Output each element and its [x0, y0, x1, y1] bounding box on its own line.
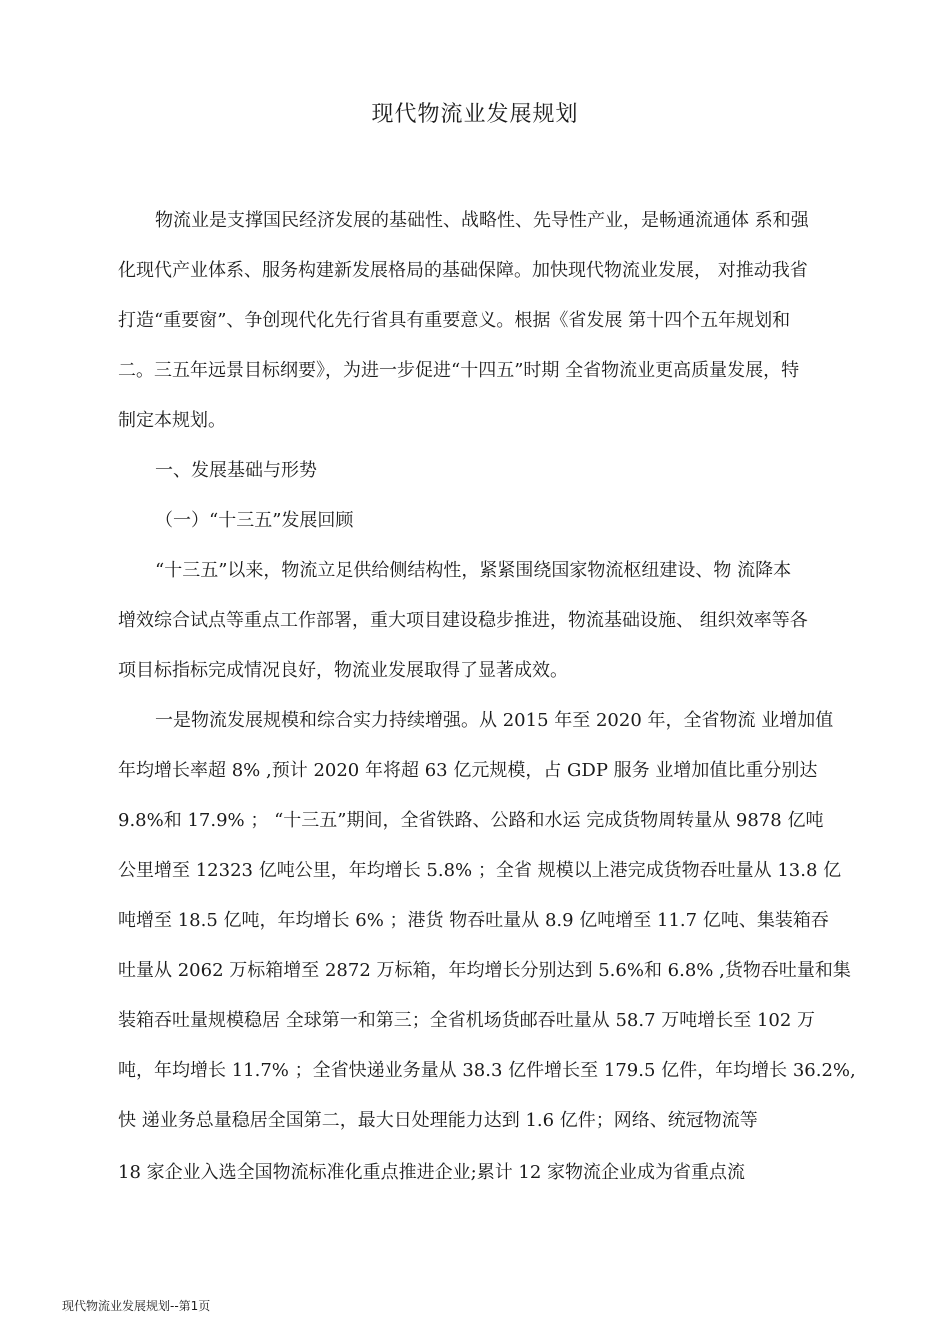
- body-line: 吨增至 18.5 亿吨，年均增长 6% ；港货 物吞吐量从 8.9 亿吨增至 11.7 亿吨、集装箱吞: [118, 910, 829, 931]
- body-line: 快 递业务总量稳居全国第二，最大日处理能力达到 1.6 亿件；网络、统冠物流等: [118, 1110, 758, 1131]
- section-heading: 一、发展基础与形势: [155, 460, 317, 481]
- body-line: 增效综合试点等重点工作部署，重大项目建设稳步推进，物流基础设施、 组织效率等各: [118, 610, 808, 631]
- body-line: 18 家企业入选全国物流标准化重点推进企业;累计 12 家物流企业成为省重点流: [118, 1162, 746, 1183]
- subsection-heading: （一）“十三五”发展回顾: [155, 510, 354, 531]
- body-line: 一是物流发展规模和综合实力持续增强。从 2015 年至 2020 年，全省物流 业增加值: [155, 710, 834, 731]
- body-line: 化现代产业体系、服务构建新发展格局的基础保障。加快现代物流业发展， 对推动我省: [118, 260, 808, 281]
- body-line: 物流业是支撑国民经济发展的基础性、战略性、先导性产业，是畅通流通体 系和强: [155, 210, 809, 231]
- body-line: 吐量从 2062 万标箱增至 2872 万标箱，年均增长分别达到 5.6%和 6.8% ,货物吞吐量和集: [118, 960, 851, 981]
- body-line: 9.8%和 17.9% ； “十三五”期间，全省铁路、公路和水运 完成货物周转量从 9878 亿吨: [118, 810, 824, 831]
- body-line: 项目标指标完成情况良好，物流业发展取得了显著成效。: [118, 660, 568, 681]
- body-line: 打造“重要窗”、争创现代化先行省具有重要意义。根据《省发展 第十四个五年规划和: [118, 310, 791, 331]
- body-line: 制定本规划。: [118, 410, 226, 431]
- page-footer: 现代物流业发展规划--第1页: [62, 1299, 211, 1313]
- body-line: 年均增长率超 8% ,预计 2020 年将超 63 亿元规模，占 GDP 服务 业增加值比重分别达: [118, 760, 818, 781]
- body-line: 装箱吞吐量规模稳居 全球第一和第三；全省机场货邮吞吐量从 58.7 万吨增长至 102 万: [118, 1010, 816, 1031]
- page-title: 现代物流业发展规划: [371, 102, 579, 127]
- body-line: “十三五”以来，物流立足供给侧结构性，紧紧围绕国家物流枢纽建设、物 流降本: [155, 560, 792, 581]
- body-line: 二。三五年远景目标纲要》，为进一步促进“十四五”时期 全省物流业更高质量发展，特: [118, 360, 800, 381]
- body-line: 吨，年均增长 11.7% ；全省快递业务量从 38.3 亿件增长至 179.5 亿件，年均增长 36.2%,: [118, 1060, 856, 1081]
- body-line: 公里增至 12323 亿吨公里，年均增长 5.8% ；全省 规模以上港完成货物吞吐量从 13.8 亿: [118, 860, 842, 881]
